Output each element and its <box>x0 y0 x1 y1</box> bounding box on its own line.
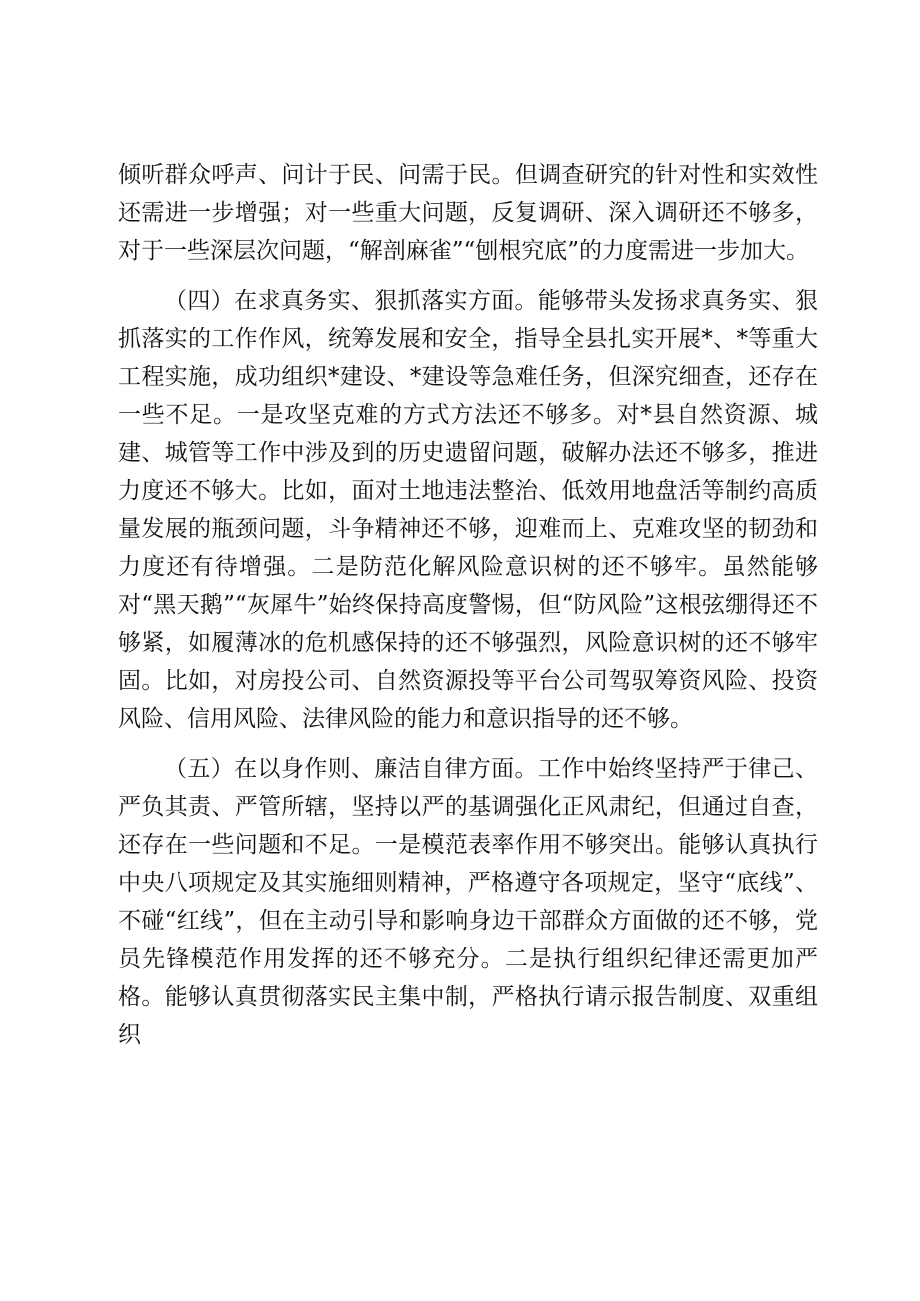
paragraph-section-five: （五）在以身作则、廉洁自律方面。工作中始终坚持严于律己、严负其责、严管所辖，坚持以严的基调强化正风肃纪，但通过自查，还存在一些问题和不足。一是模范表率作用不够突出。能够认真执行中央八项规定及其实施细则精神，严格遵守各项规定，坚守“底线”、不碰“红线”，但在主动引导和影响身边干部群众方面做的还不够，党员先锋模范作用发挥的还不够充分。二是执行组织纪律还需更加严格。能够认真贯彻落实民主集中制，严格执行请示报告制度、双重组织 <box>118 756 818 1048</box>
paragraph-section-four: （四）在求真务实、狠抓落实方面。能够带头发扬求真务实、狠抓落实的工作作风，统筹发展和安全，指导全县扎实开展*、*等重大工程实施，成功组织*建设、*建设等急难任务，但深究细查，还存在一些不足。一是攻坚克难的方式方法还不够多。对*县自然资源、城建、城管等工作中涉及到的历史遗留问题，破解办法还不够多，推进力度还不够大。比如，面对土地违法整治、低效用地盘活等制约高质量发展的瓶颈问题，斗争精神还不够，迎难而上、克难攻坚的韧劲和力度还有待增强。二是防范化解风险意识树的还不够牢。虽然能够对“黑天鹅”“灰犀牛”始终保持高度警惕，但“防风险”这根弦绷得还不够紧，如履薄冰的危机感保持的还不够强烈，风险意识树的还不够牢固。比如，对房投公司、自然资源投等平台公司驾驭筹资风险、投资风险、信用风险、法律风险的能力和意识指导的还不够。 <box>118 288 818 732</box>
document-body <box>118 156 818 1066</box>
paragraph-continuation: 倾听群众呼声、问计于民、问需于民。但调查研究的针对性和实效性还需进一步增强；对一些重大问题，反复调研、深入调研还不够多，对于一些深层次问题，“解剖麻雀”“刨根究底”的力度需进一步加大。 <box>118 162 818 264</box>
